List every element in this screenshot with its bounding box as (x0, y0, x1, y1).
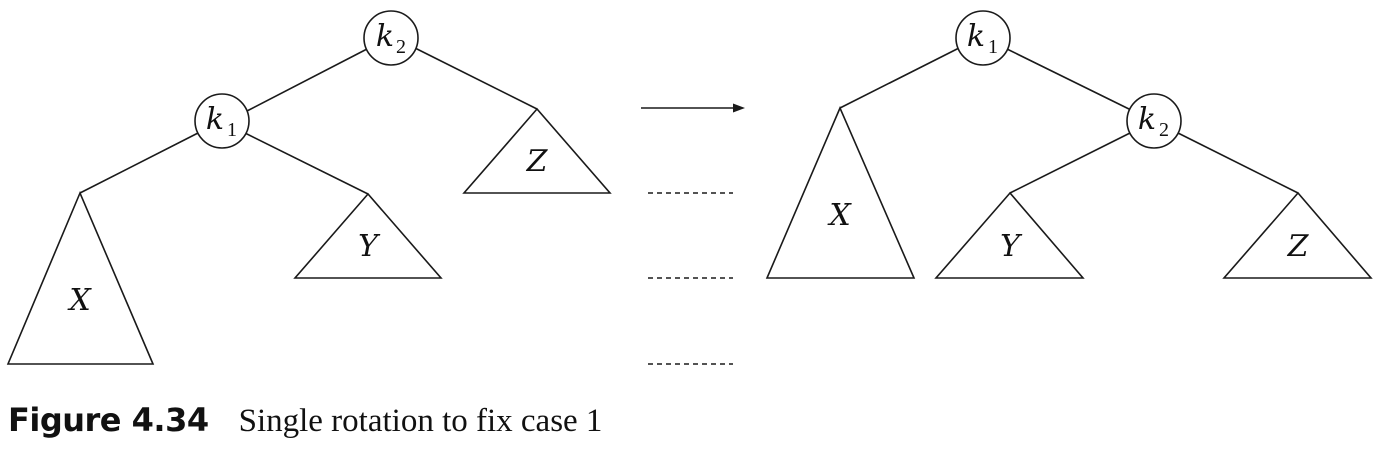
subtree-x-triangle (8, 193, 153, 364)
after-tree (767, 11, 1371, 278)
edge-k1-x (840, 48, 959, 108)
node-key-letter: k (205, 102, 225, 137)
subtree-z-label: Z (1287, 229, 1309, 264)
edge-k1-k2 (1007, 49, 1131, 110)
subtree-x-label: X (69, 283, 91, 318)
figure-caption (8, 401, 602, 440)
node-key-subscript: 2 (396, 36, 406, 58)
node-key-subscript: 1 (988, 36, 998, 58)
edge-k2-y (1010, 133, 1130, 193)
edge-k2-z (415, 48, 537, 109)
subtree-x-triangle (767, 108, 914, 278)
edge-k2-k1 (247, 49, 367, 111)
edge-k1-x (80, 133, 198, 193)
subtree-x-label: X (829, 198, 851, 233)
node-k2 (1127, 94, 1181, 148)
node-key-subscript: 1 (227, 119, 237, 141)
transition (641, 104, 745, 365)
node-key-letter: k (966, 19, 986, 54)
edge-k2-z (1178, 133, 1298, 193)
subtree-z-label: Z (526, 144, 548, 179)
right-arrow-icon (733, 104, 745, 113)
node-key-letter: k (1137, 102, 1157, 137)
before-tree (8, 11, 610, 364)
subtree-y-label: Y (1000, 229, 1020, 264)
node-k2-root (364, 11, 418, 65)
node-k1 (195, 94, 249, 148)
node-key-letter: k (375, 19, 395, 54)
node-k1-root (956, 11, 1010, 65)
node-key-subscript: 2 (1159, 119, 1169, 141)
edge-k1-y (245, 133, 368, 194)
figure-label: Figure 4.34 (8, 401, 209, 439)
figure-caption-text: Single rotation to fix case 1 (238, 403, 603, 439)
subtree-y-label: Y (358, 229, 378, 264)
